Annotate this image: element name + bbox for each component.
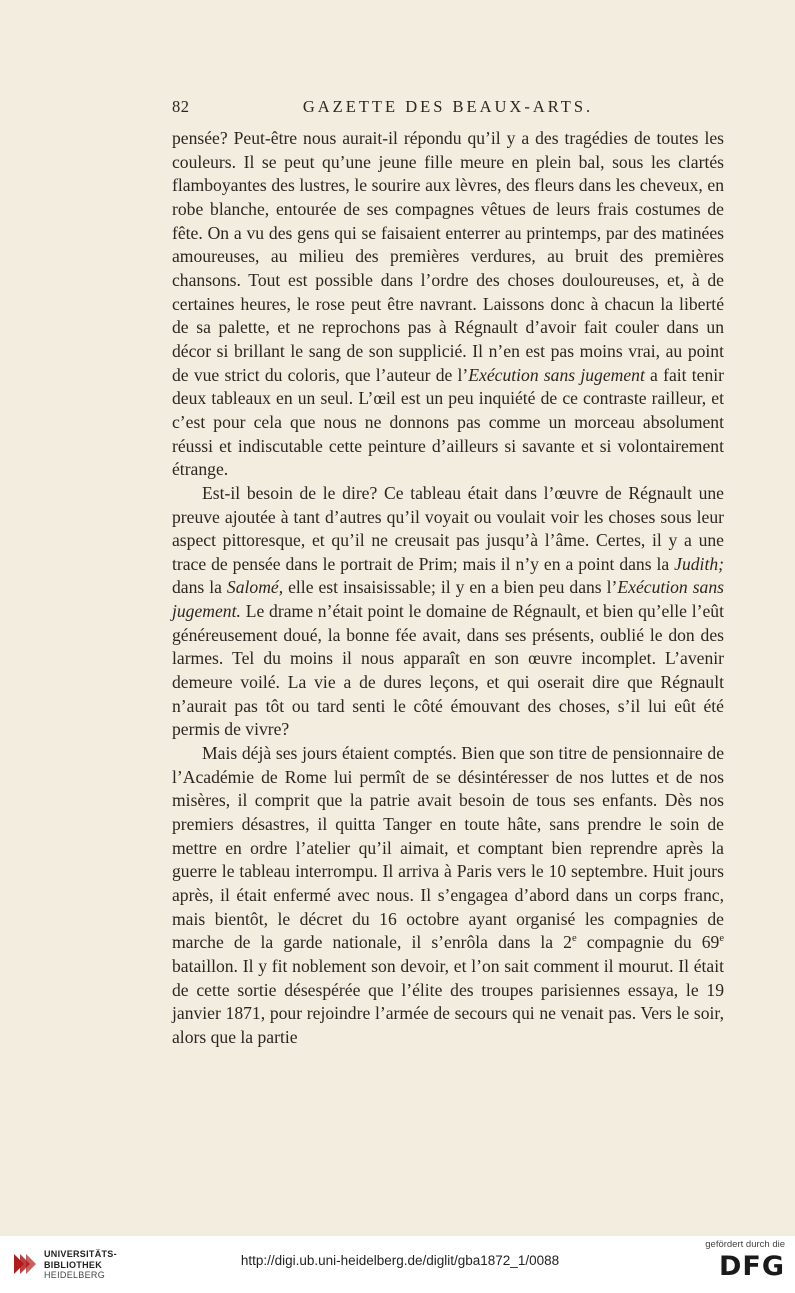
text-run: bataillon. Il y fit noblement son devoir, et l’on sait comment il mourut. Il était de cette sortie désespérée que l’élite des troupes parisiennes essaya, le 19 janvier 1871, pour rejoindre l’armée de secours qui ne venait pas. Vers le soir, alors que la partie bbox=[172, 955, 724, 1047]
superscript: e bbox=[719, 933, 724, 945]
body-text bbox=[172, 127, 724, 1050]
dfg-wordmark: DFG bbox=[718, 1251, 785, 1282]
text-run: Est-il besoin de le dire? Ce tableau était dans l’œuvre de Régnault une preuve ajoutée à tant d’autres qu’il voyait ou voulait voir les choses sous leur aspect pittoresque, et qu’il ne creusait pas jusqu’à l’âme. Certes, il y a une trace de pensée dans le portrait de Prim; mais il n’y en a point dans la bbox=[172, 482, 724, 574]
library-line-3: HEIDELBERG bbox=[44, 1270, 106, 1280]
italic-title: Salomé, bbox=[226, 577, 284, 598]
text-run: compagnie du 69 bbox=[576, 932, 720, 953]
funded-by-label: gefördert durch die bbox=[705, 1239, 785, 1250]
text-run: dans la bbox=[172, 577, 227, 598]
text-run: pensée? Peut-être nous aurait-il répondu qu’il y a des tragédies de toutes les couleurs. Il se peut qu’une jeune fille meure en plein bal, sous les clartés flamboyantes des lustres, le sourire aux lèvres, des fleurs dans les cheveux, en robe blanche, entourée de ses compagnes vêtues de leurs frais costumes de fête. On a vu des gens qui se faisaient enterrer au printemps, par des matinées amoureuses, au milieu des premières verdures, au bruit des premières chansons. Tout est possible dans l’ordre des choses douloureuses, et, à de certaines heures, le rose peut être navrant. Laissons donc à chacun la liberté de sa palette, et ne reprochons pas à Régnault d’avoir fait couler dans un décor si brillant le sang de son supplicié. Il n’en est pas moins vrai, au point de vue strict du coloris, que l’auteur de l’ bbox=[172, 128, 724, 385]
library-seal-icon bbox=[10, 1250, 38, 1280]
italic-title: Exécution sans jugement bbox=[468, 364, 645, 385]
text-run: Le drame n’était point le domaine de Régnault, et bien qu’elle l’eût généreusement doué, la bonne fée avait, dans ses présents, oublié le don des larmes. Tel du moins il nous apparaît en son œuvre incomplet. L’avenir demeure voilé. La vie a de dures leçons, et qui oserait dire que Régnault n’aurait pas tôt ou tard senti le côté émouvant des choses, s’il lui eût été permis de vivre? bbox=[172, 601, 724, 740]
italic-title: Judith; bbox=[674, 553, 724, 574]
superscript: e bbox=[571, 933, 577, 945]
text-run: Mais déjà ses jours étaient comptés. Bien que son titre de pensionnaire de l’Académie de Rome lui permît de se désintéresser de nos luttes et de nos misères, il comprit que la patrie avait besoin de tous ses enfants. Dès nos premiers désastres, il quitta Tanger en toute hâte, sans prendre le soin de mettre en ordre l’atelier qu’il aimait, et comptant bien reprendre après la guerre le tableau interrompu. Il arriva à Paris vers le 10 septembre. Huit jours après, il était enfermé avec nous. Il s’engagea d’abord dans un corps franc, mais bientôt, le décret du 16 octobre ayant organisé les compagnies de marche de la garde nationale, il s’enrôla dans la 2 bbox=[172, 743, 724, 953]
paragraph bbox=[172, 742, 724, 1050]
viewer-footer bbox=[0, 1236, 795, 1293]
paragraph bbox=[172, 482, 724, 742]
paragraph bbox=[172, 127, 724, 482]
text-run: elle est insaisissable; il y en a bien peu dans l’ bbox=[283, 577, 618, 598]
permalink-url[interactable]: http://digi.ub.uni-heidelberg.de/diglit/gba1872_1/0088 bbox=[240, 1253, 560, 1268]
library-name bbox=[44, 1249, 117, 1281]
page-number: 82 bbox=[172, 97, 190, 116]
library-line-2: BIBLIOTHEK bbox=[44, 1259, 102, 1270]
library-logo[interactable] bbox=[10, 1246, 140, 1286]
dfg-logo[interactable] bbox=[693, 1239, 785, 1291]
text-run: a fait tenir deux tableaux en un seul. L’œil est un peu inquiété de ce contraste railleur, et c’est pour cela que nous ne donnons pas comme un morceau absolument réussi et indiscutable cette peinture d’ailleurs si savante et si volontairement étrange. bbox=[172, 364, 724, 480]
library-line-1: UNIVERSITÄTS- bbox=[44, 1249, 117, 1259]
journal-title: GAZETTE DES BEAUX-ARTS. bbox=[302, 97, 594, 116]
italic-title: Exécution sans jugement. bbox=[172, 577, 724, 622]
